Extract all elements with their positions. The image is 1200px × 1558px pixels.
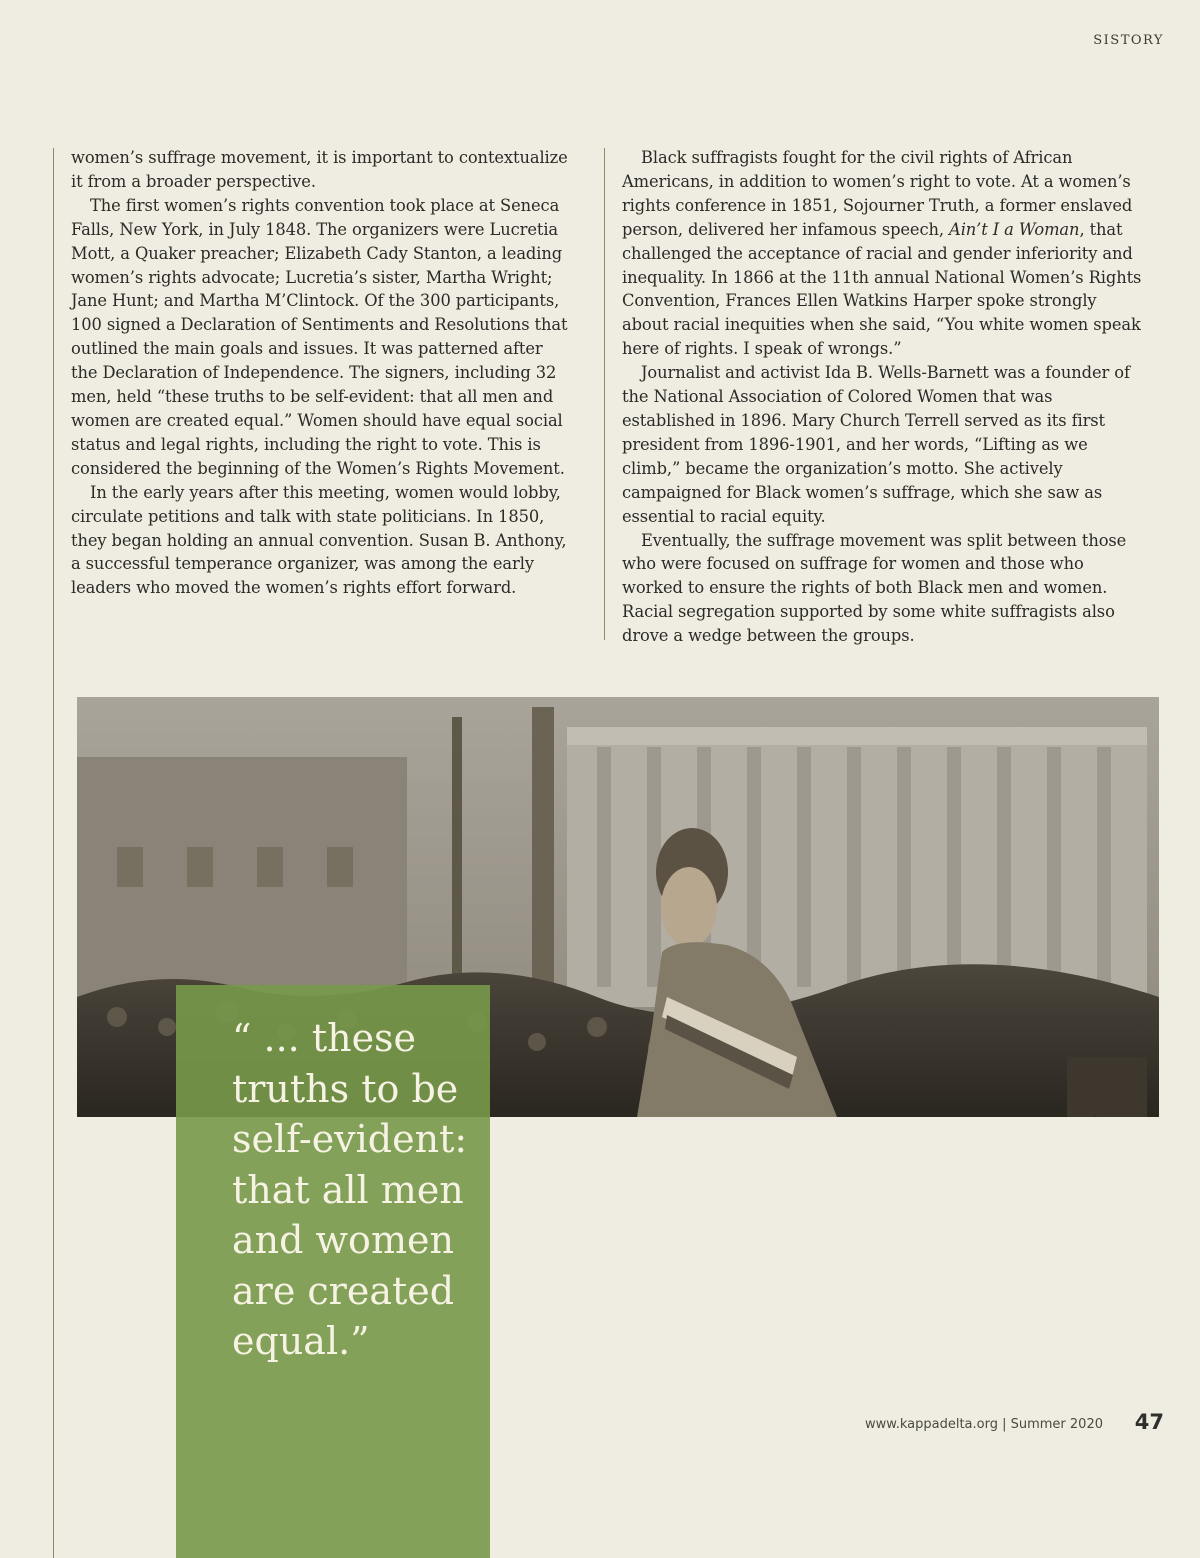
paragraph: women’s suffrage movement, it is important to contextualize it from a broader perspective. (71, 148, 568, 191)
pull-quote-box (176, 985, 490, 1558)
speech-title: Ain’t I a Woman (949, 219, 1080, 239)
right-text-column (622, 146, 1142, 648)
pull-quote: “ ... these truths to be self-evident: that all men and women are created equal.” (232, 1016, 468, 1363)
paragraph: Journalist and activist Ida B. Wells-Barnett was a founder of the National Association of Colored Women that was established in 1896. Mary Church Terrell served as its first president from 1896-1901, and her words, “Lifting as we climb,” became the organization’s motto. She actively campaigned for Black women’s suffrage, which she saw as essential to racial equity. (622, 363, 1130, 526)
left-column-rule (53, 148, 54, 1558)
paragraph: The first women’s rights convention took place at Seneca Falls, New York, in July 1848. The organizers were Lucretia Mott, a Quaker preacher; Elizabeth Cady Stanton, a leading women’s rights advocate; Lucretia’s sister, Martha Wright; Jane Hunt; and Martha M’Clintock. Of the 300 participants, 100 signed a Declaration of Sentiments and Resolutions that outlined the main goals and issues. It was patterned after the Declaration of Independence. The signers, including 32 men, held “these truths to be self-evident: that all men and women are created equal.” Women should have equal social status and legal rights, including the right to vote. This is considered the beginning of the Women’s Rights Movement. (71, 195, 568, 478)
center-column-rule (604, 148, 605, 640)
paragraph: Eventually, the suffrage movement was split between those who were focused on suffrage for women and those who worked to ensure the rights of both Black men and women. Racial segregation supported by some white suffragists also drove a wedge between the groups. (622, 530, 1127, 646)
paragraph: In the early years after this meeting, women would lobby, circulate petitions and talk with state politicians. In 1850, they began holding an annual convention. Susan B. Anthony, a successful temperance organizer, was among the early leaders who moved the women’s rights effort forward. (71, 482, 567, 598)
text-run: , that challenged the acceptance of racial and gender inferiority and inequality. In 1866 at the 11th annual National Women’s Rights Convention, Frances Ellen Watkins Harper spoke strongly about racial inequities when she said, “You white women speak here of rights. I speak of wrongs.” (622, 219, 1142, 359)
footer-url: www.kappadelta.org | Summer 2020 (865, 1417, 1103, 1432)
section-label: SISTORY (1093, 33, 1164, 48)
page-number: 47 (1134, 1410, 1164, 1434)
text-run: Black suffragists fought for the civil rights of African Americans, in addition to women’s right to vote. At a women’s rights conference in 1851, Sojourner Truth, a former enslaved person, delivered her infamous speech, (622, 148, 1133, 239)
paragraph (622, 146, 1142, 361)
left-text-column (71, 146, 571, 600)
